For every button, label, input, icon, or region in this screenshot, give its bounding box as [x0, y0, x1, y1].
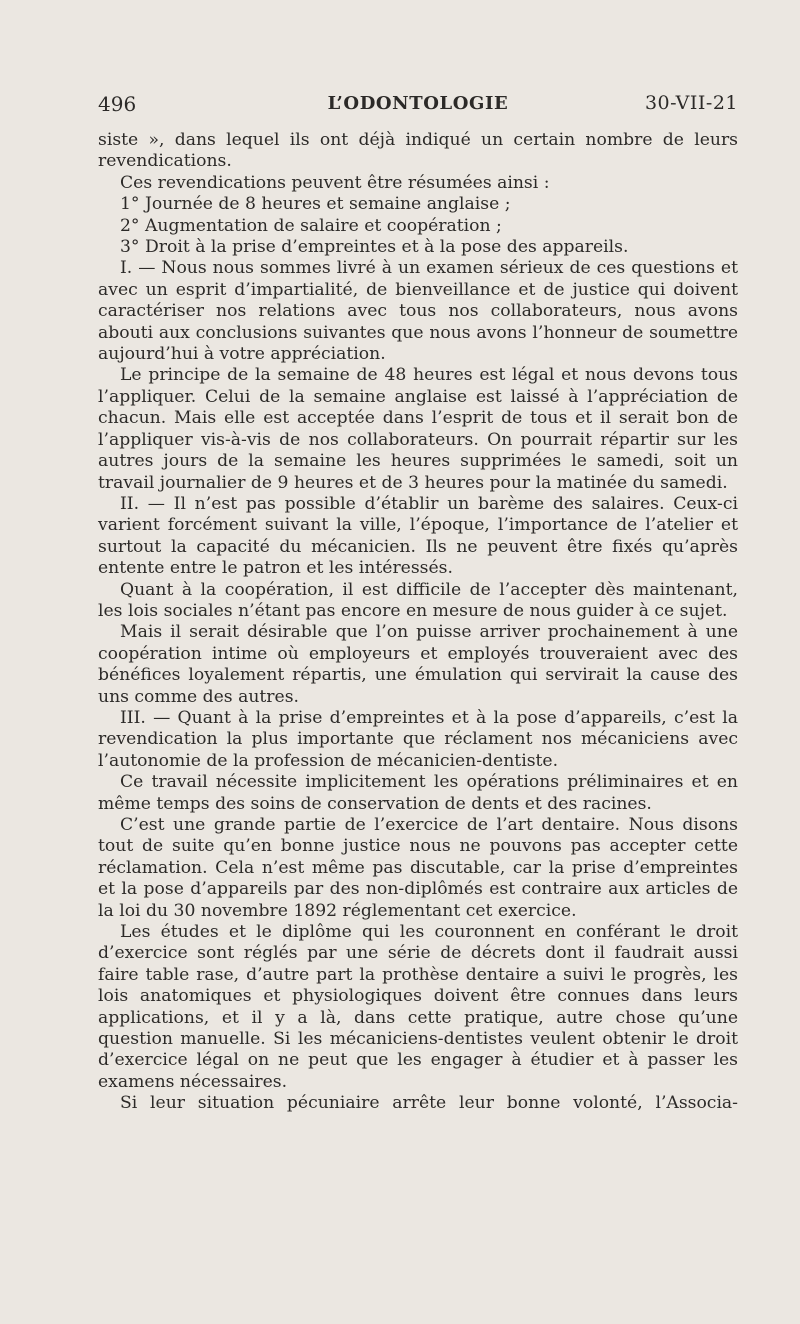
paragraph-cooperation: Quant à la coopération, il est difficile de l’accepter dès maintenant, les lois sociales n’étant pas encore en mesure de nous guider à ce sujet. [98, 579, 738, 621]
claim-item-3: 3° Droit à la prise d’empreintes et à la pose des appareils. [120, 237, 629, 258]
page-number: 496 [98, 92, 137, 116]
paragraph-dental-art: C’est une grande partie de l’exercice de l’art dentaire. Nous disons tout de suite qu’en bonne justice nous ne pouvons pas accepter cette réclamation. Cela n’est même pas discutable, car la prise d’empreintes et la pose d’appareils par des non-diplômés est contraire aux articles de la loi du 30 novembre 1892 réglementant cet exercice. [98, 815, 738, 921]
paragraph-financial-situation: Si leur situation pécuniaire arrête leur bonne volonté, l’Associa- [120, 1093, 738, 1114]
paragraph-cooperation-future: Mais il serait désirable que l’on puisse arriver prochainement à une coopération intime où employeurs et employés trouveraient avec des bénéfices loyalement répartis, une émulation qui servirait la cause des uns comme des autres. [98, 622, 738, 707]
paragraph-section-3: III. — Quant à la prise d’empreintes et à la pose d’appareils, c’est la revendication la plus importante que réclament nos mécaniciens avec l’autonomie de la profession de mécanicien-dentiste. [98, 707, 738, 771]
journal-title: L’ODONTOLOGIE [327, 93, 509, 114]
running-header [98, 92, 738, 116]
paragraph-claims-intro: Ces revendications peuvent être résumées ainsi : [120, 172, 550, 193]
claim-item-1: 1° Journée de 8 heures et semaine anglaise ; [120, 194, 511, 215]
paragraph-studies-diploma: Les études et le diplôme qui les couronnent en conférant le droit d’exercice sont réglés par une série de décrets dont il faudrait aussi faire table rase, d’autre part la prothèse dentaire a suivi le progrès, les lois anatomiques et physiologiques doivent être connues dans leurs applications, et il y a là, dans cette pratique, autre chose qu’une question manuelle. Si les mécaniciens-dentistes veulent obtenir le droit d’exercice légal on ne peut que les engager à étudier et à passer les examens nécessaires. [98, 922, 738, 1092]
paragraph-section-2: II. — Il n’est pas possible d’établir un barème des salaires. Ceux-ci varient forcément suivant la ville, l’époque, l’importance de l’atelier et surtout la capacité du mécanicien. Ils ne peuvent être fixés qu’après entente entre le patron et les intéressés. [98, 493, 738, 579]
paragraph-section-1: I. — Nous nous sommes livré à un examen sérieux de ces questions et avec un esprit d’impartialité, de bienveillance et de justice qui doivent caractériser nos relations avec tous nos collaborateurs, nous avons abouti aux conclusions suivantes que nous avons l’honneur de soumettre aujourd’hui à votre appréciation. [98, 258, 738, 365]
claim-item-2: 2° Augmentation de salaire et coopération ; [120, 215, 502, 236]
paragraph-preliminary-operations: Ce travail nécessite implicitement les opérations préliminaires et en même temps des soins de conservation de dents et des racines. [98, 772, 738, 814]
body-text [98, 130, 738, 1115]
issue-date: 30-VII-21 [644, 92, 738, 114]
paragraph-work-week: Le principe de la semaine de 48 heures est légal et nous devons tous l’appliquer. Celui de la semaine anglaise est laissé à l’appréciation de chacun. Mais elle est acceptée dans l’esprit de tous et il serait bon de l’appliquer vis-à-vis de nos collaborateurs. On pourrait répartir sur les autres jours de la semaine les heures supprimées le samedi, soit un travail journalier de 9 heures et de 3 heures pour la matinée du samedi. [98, 365, 738, 493]
paragraph-continuation: siste », dans lequel ils ont déjà indiqué un certain nombre de leurs revendications. [98, 130, 738, 172]
